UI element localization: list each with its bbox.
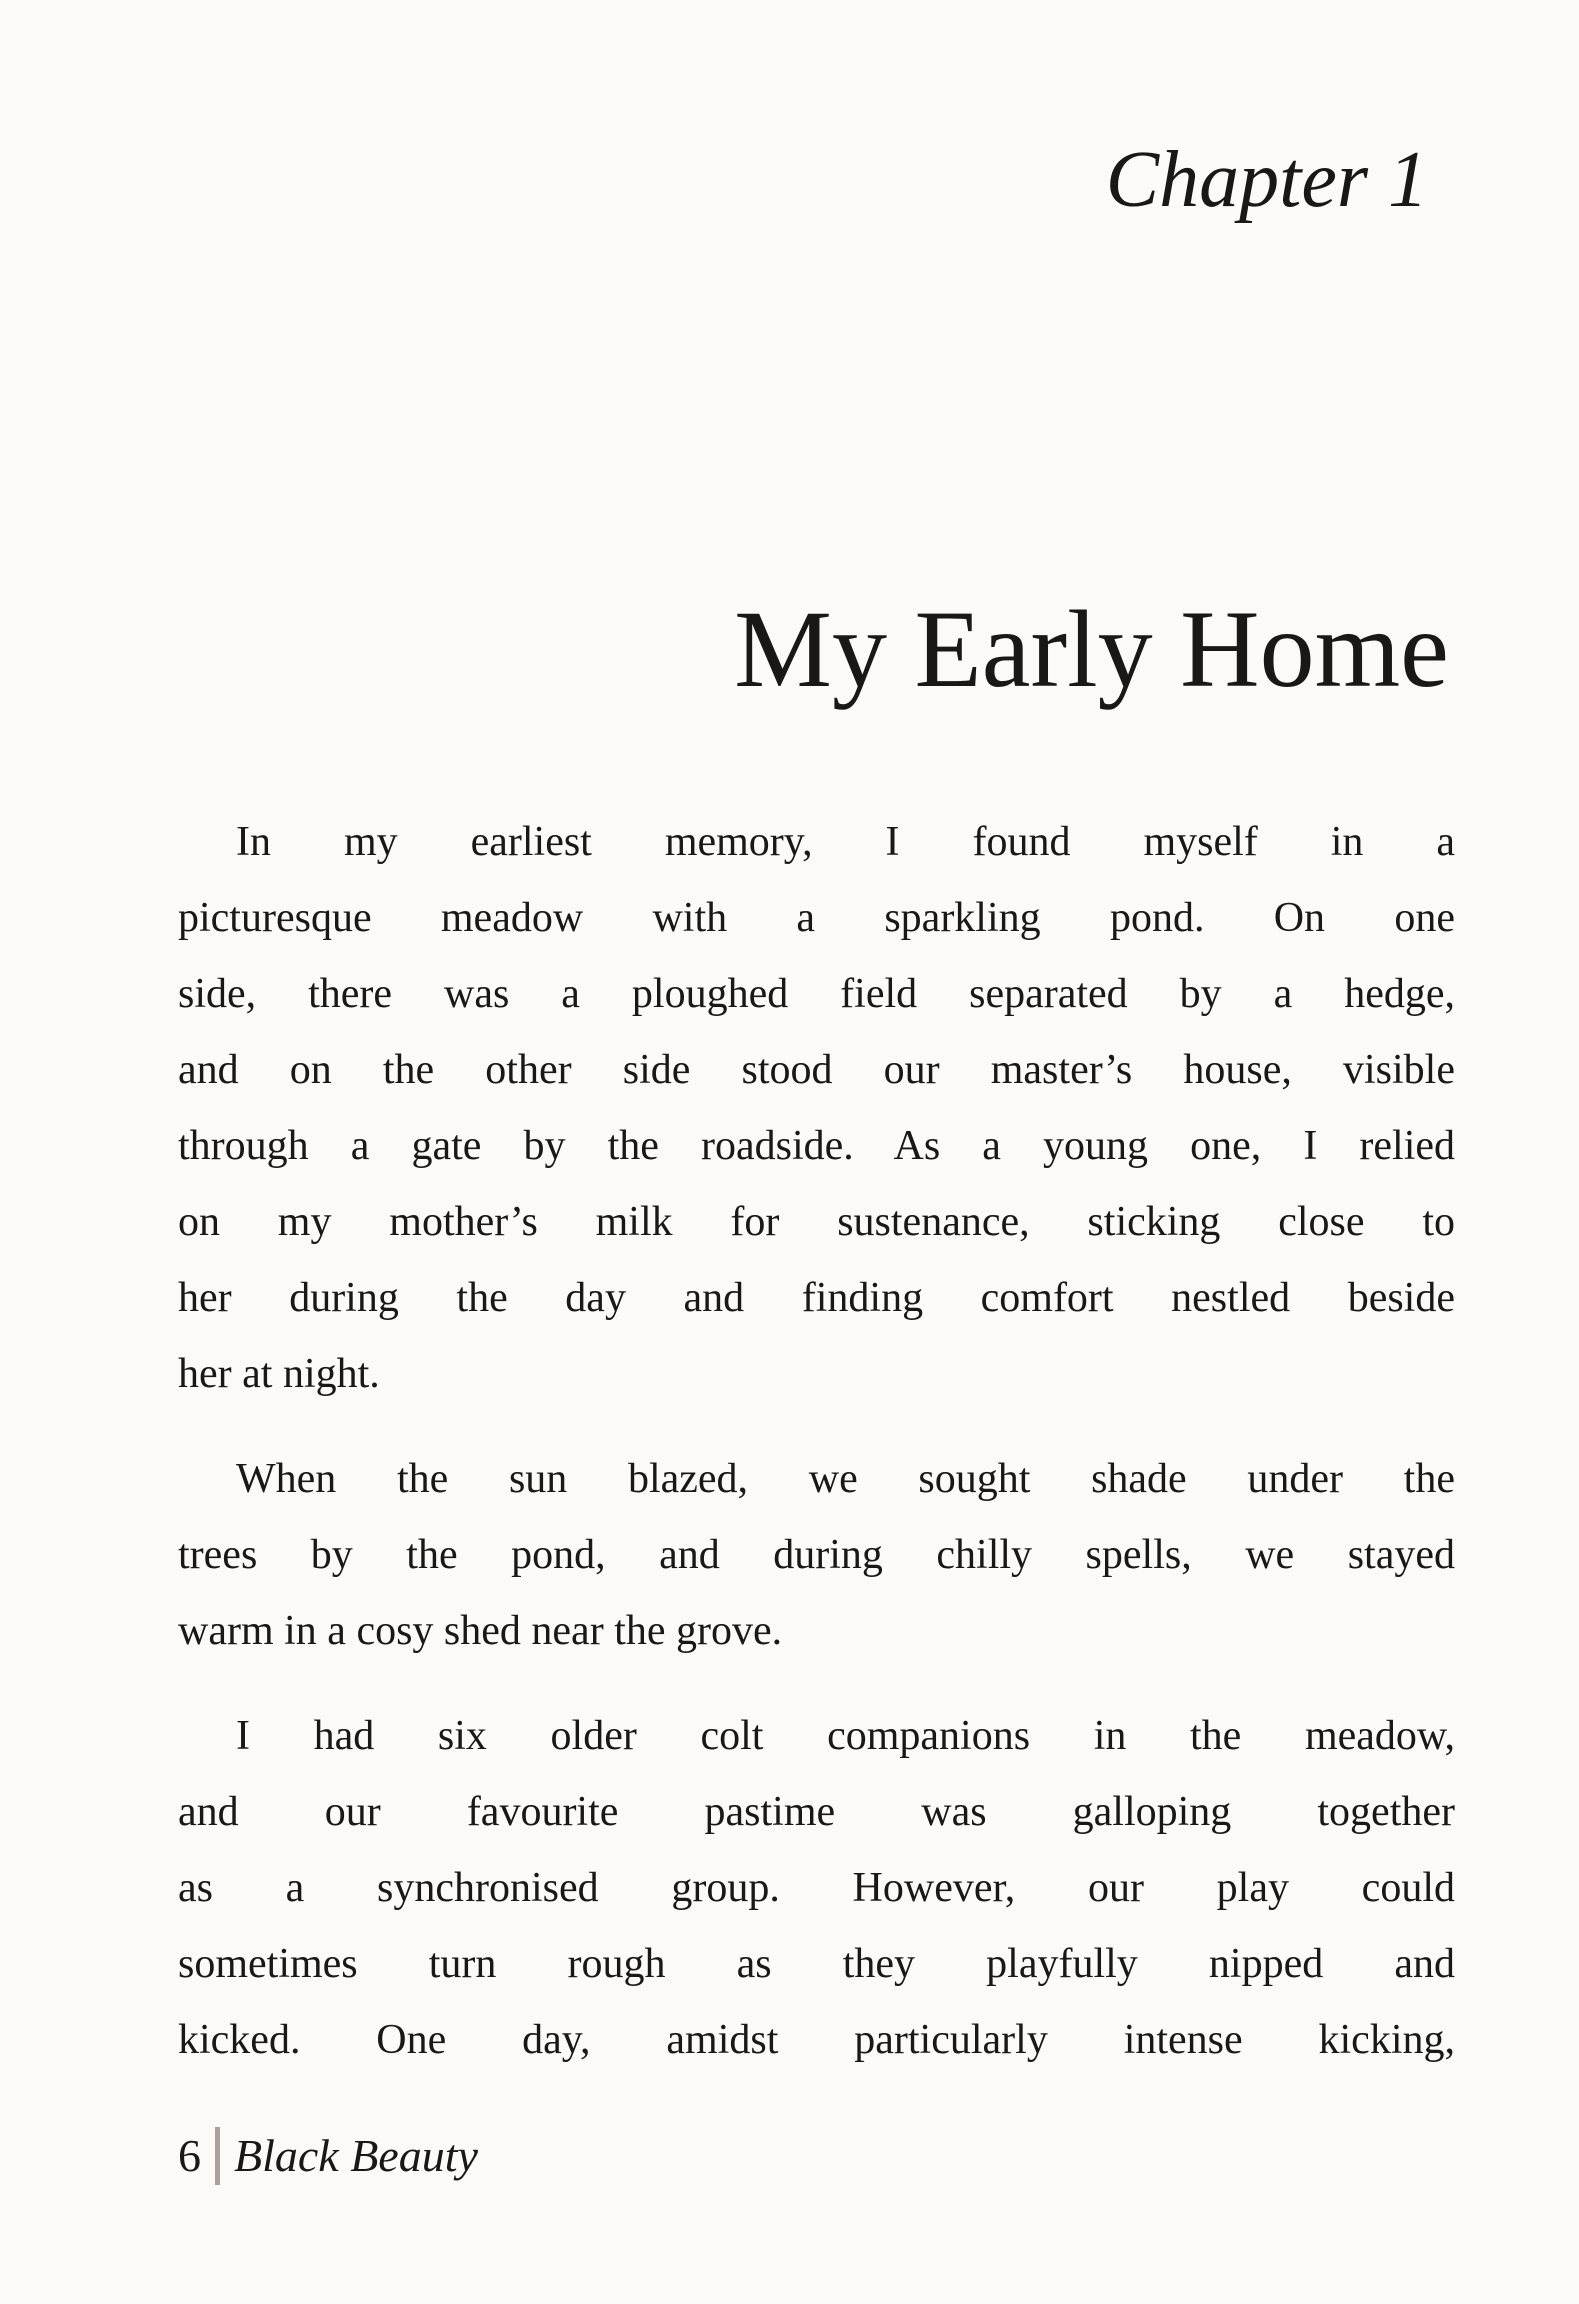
footer-separator (215, 2127, 220, 2185)
text-line: sometimes turn rough as they playfully nipped and (178, 1941, 1455, 1987)
text-line: and on the other side stood our master’s house, visible (178, 1047, 1455, 1093)
text-line: on my mother’s milk for sustenance, sticking close to (178, 1199, 1455, 1245)
text-line: as a synchronised group. However, our play could (178, 1865, 1455, 1911)
text-line: warm in a cosy shed near the grove. (178, 1608, 783, 1654)
text-line: through a gate by the roadside. As a young one, I relied (178, 1123, 1455, 1169)
text-line: In my earliest memory, I found myself in a (236, 819, 1455, 865)
text-line: and our favourite pastime was galloping together (178, 1789, 1455, 1835)
text-line: her during the day and finding comfort nestled beside (178, 1275, 1455, 1321)
page-footer (178, 2126, 478, 2186)
text-line: kicked. One day, amidst particularly intense kicking, (178, 2017, 1455, 2063)
paragraph (178, 1441, 1455, 1669)
page-number: 6 (178, 2130, 201, 2181)
text-line: side, there was a ploughed field separated by a hedge, (178, 971, 1455, 1017)
text-line: her at night. (178, 1351, 380, 1397)
body-text (178, 804, 1455, 2078)
paragraph (178, 1698, 1455, 2078)
text-line: When the sun blazed, we sought shade under the (236, 1456, 1455, 1502)
chapter-title: My Early Home (734, 588, 1449, 710)
text-line: picturesque meadow with a sparkling pond. On one (178, 895, 1455, 941)
text-line: trees by the pond, and during chilly spells, we stayed (178, 1532, 1455, 1578)
text-line: I had six older colt companions in the meadow, (236, 1713, 1455, 1759)
book-title: Black Beauty (234, 2130, 478, 2181)
paragraph (178, 804, 1455, 1412)
chapter-heading: Chapter 1 (1105, 136, 1428, 224)
